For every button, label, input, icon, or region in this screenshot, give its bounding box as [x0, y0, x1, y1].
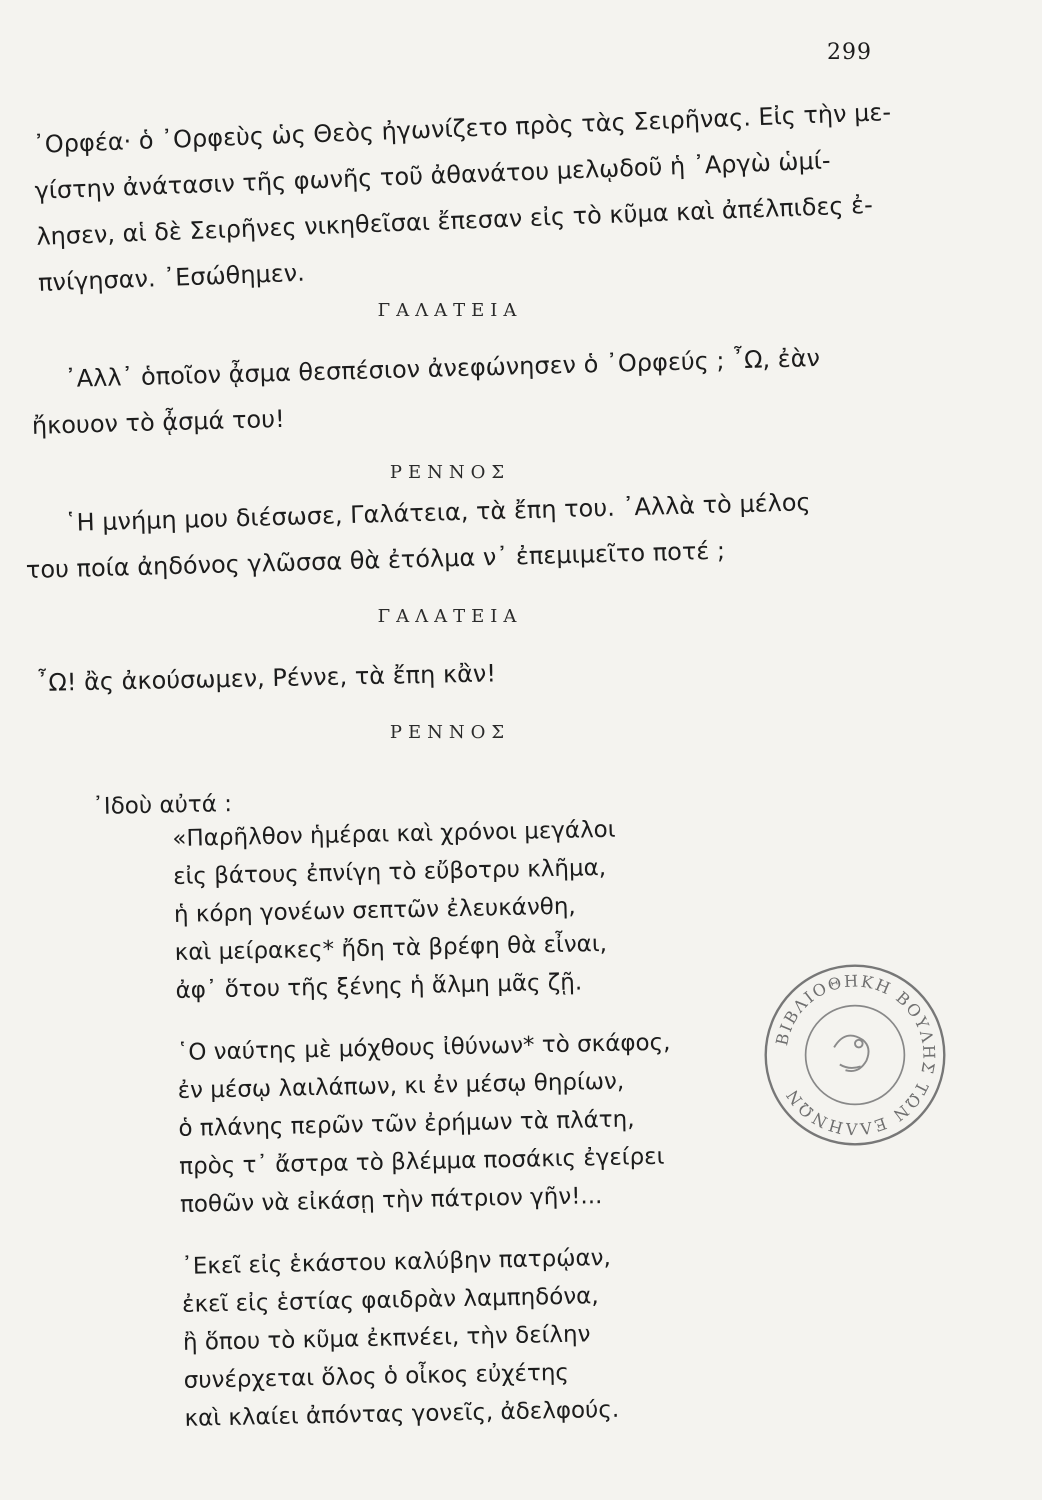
verse-line: συνέρχεται ὅλος ὁ οἶκος εὐχέτης	[183, 1359, 570, 1394]
text-line: πνίγησαν. ᾿Εσώθημεν.	[37, 258, 306, 297]
speaker-name: ΡΕΝΝΟΣ	[389, 722, 511, 743]
speaker-name: ΡΕΝΝΟΣ	[389, 462, 511, 483]
verse-line: ᾿Εκεῖ εἰς ἑκάστου καλύβην πατρῴαν,	[181, 1244, 612, 1280]
text-line: ᾿Αλλ᾿ ὁποῖον ᾆσμα θεσπέσιον ἀνεφώνησεν ὁ ᾿Ορφεύς ; ῏Ω, ἐὰν	[64, 343, 821, 393]
text-line: του ποία ἀηδόνος γλῶσσα θὰ ἐτόλμα ν᾿ ἐπεμιμεῖτο ποτέ ;	[25, 536, 726, 585]
library-stamp	[760, 960, 950, 1150]
verse-line: ὁ πλάνης περῶν τῶν ἐρήμων τὰ πλάτη,	[178, 1106, 635, 1142]
stamp-emblem-icon	[834, 1036, 868, 1072]
paragraph-rennos	[25, 476, 926, 592]
verse-line: ῾Ο ναύτης μὲ μόχθους ἰθύνων* τὸ σκάφος,	[176, 1029, 671, 1066]
verse-line: καὶ κλαίει ἀπόντας γονεῖς, ἀδελφούς.	[184, 1396, 620, 1432]
paragraph-galateia	[31, 332, 926, 448]
verse-line: πρὸς τ᾿ ἄστρα τὸ βλέμμα ποσάκις ἐγείρει	[178, 1143, 665, 1180]
verse-line: «Παρῆλθον ἡμέραι καὶ χρόνοι μεγάλοι	[172, 816, 616, 852]
verse-line: ποθῶν νὰ εἰκάσῃ τὴν πάτριον γῆν!...	[179, 1183, 603, 1218]
verse-line: ἐν μέσῳ λαιλάπων, κι ἐν μέσῳ θηρίων,	[177, 1068, 625, 1104]
paragraph-orpheus	[32, 89, 898, 306]
verse-line: ἡ κόρη γονέων σεπτῶν ἐλευκάνθη,	[173, 893, 577, 928]
verse-line: καὶ μείρακες* ἤδη τὰ βρέφη θὰ εἶναι,	[174, 930, 608, 966]
text-line: ῾Η μνήμη μου διέσωσε, Γαλάτεια, τὰ ἔπη του. ᾿Αλλὰ τὸ μέλος	[64, 488, 811, 537]
text-line: ἤκουον τὸ ᾆσμά του!	[31, 404, 286, 440]
page-number: 299	[827, 40, 872, 65]
stamp-text: ΒΙΒΛΙΟΘΗΚΗ ΒΟΥΛΗΣ ΤΩΝ ΕΛΛΗΝΩΝ	[772, 971, 939, 1139]
text-line: ῏Ω! ἂς ἀκούσωμεν, Ρέννε, τὰ ἔπη κἂν!	[36, 659, 497, 697]
verse-line: ἀφ᾿ ὅτου τῆς ξένης ἡ ἅλμη μᾶς ζῇ.	[175, 969, 583, 1004]
speaker-name: ΓΑΛΑΤΕΙΑ	[377, 300, 523, 321]
speaker-name: ΓΑΛΑΤΕΙΑ	[377, 606, 523, 627]
stanza	[172, 810, 669, 1010]
text-line: ᾿Ορφέα· ὁ ᾿Ορφεὺς ὡς Θεὸς ἠγωνίζετο πρὸς τὰς Σειρῆνας. Εἰς τὴν με-	[32, 98, 892, 159]
poem	[172, 810, 679, 1462]
paragraph-galateia-2	[36, 642, 897, 706]
stanza	[181, 1238, 678, 1438]
text-line: γίστην ἀνάτασιν τῆς φωνῆς τοῦ ἀθανάτου μελῳδοῦ ἡ ᾿Αργὼ ὡμί-	[34, 146, 832, 205]
verse-line: ἐκεῖ εἰς ἑστίας φαιδρὰν λαμπηδόνα,	[181, 1283, 599, 1318]
verse-line: εἰς βάτους ἐπνίγη τὸ εὔβοτρυ κλῆμα,	[172, 854, 607, 890]
text-line: λησεν, αἱ δὲ Σειρῆνες νικηθεῖσαι ἔπεσαν εἰς τὸ κῦμα καὶ ἀπέλπιδες ἐ-	[35, 190, 874, 251]
verse-intro: ᾿Ιδοὺ αὐτά :	[92, 791, 233, 820]
stanza	[176, 1024, 673, 1224]
verse-line: ἢ ὅπου τὸ κῦμα ἐκπνέει, τὴν δείλην	[182, 1321, 591, 1356]
